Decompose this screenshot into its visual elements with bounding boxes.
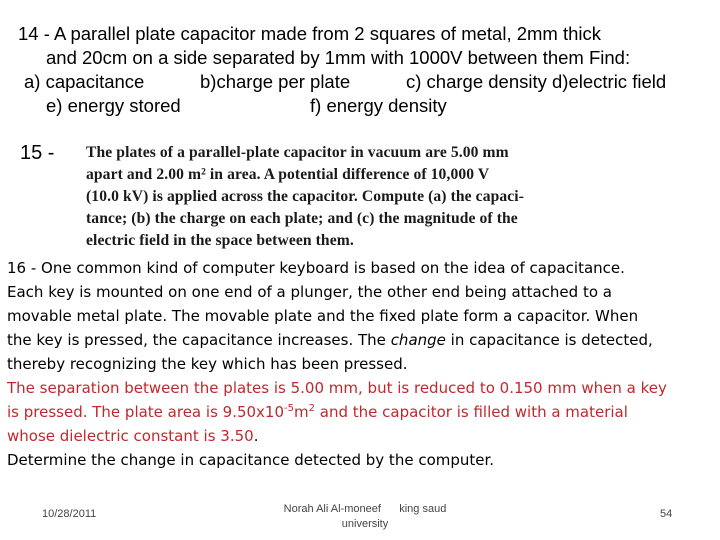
item-a: a) capacitance (24, 71, 145, 92)
exponent: -5 (284, 403, 294, 414)
problem-16-line: 16 - One common kind of computer keyboard is based on the idea of capacitance. (7, 259, 625, 277)
area-text: is pressed. The plate area is 9.50x10 (7, 403, 285, 421)
item-b: b)charge per plate (200, 71, 351, 92)
problem-14-items-row-2 (18, 94, 708, 118)
problem-14 (18, 22, 708, 118)
period: . (253, 427, 259, 445)
line-4-text: the key is pressed, the capacitance increases. The (7, 331, 391, 349)
problem-16-line: movable metal plate. The movable plate and the fixed plate form a capacitor. When (7, 307, 639, 325)
problem-16-line: Each key is mounted on one end of a plunger, the other end being attached to a (7, 283, 612, 301)
problem-16 (7, 256, 717, 472)
problem-14-line-1: 14 - A parallel plate capacitor made from 2 squares of metal, 2mm thick (18, 23, 602, 44)
problem-15-line: The plates of a parallel-plate capacitor in vacuum are 5.00 mm (86, 144, 509, 161)
dielectric-text: whose dielectric constant is 3.50 (7, 427, 254, 445)
footer-author (270, 502, 460, 532)
footer-date: 10/28/2011 (42, 508, 97, 520)
footer-author-line-1: Norah Ali Al-moneef king saud (283, 503, 447, 515)
problem-16-line: thereby recognizing the key which has been pressed. (7, 355, 408, 373)
item-cd: c) charge density d)electric field (406, 71, 667, 92)
footer-author-line-2: university (341, 518, 389, 530)
problem-16-red-line (7, 400, 717, 424)
problem-15-line: apart and 2.00 m² in area. A potential difference of 10,000 V (86, 166, 490, 183)
unit-m: m (294, 403, 309, 421)
problem-15-line: (10.0 kV) is applied across the capacitor. Compute (a) the capaci- (86, 188, 525, 205)
problem-15-line: electric field in the space between them. (86, 232, 354, 249)
problem-16-red-line (7, 424, 717, 448)
area-text-end: and the capacitor is filled with a material (315, 403, 628, 421)
line-4-text-end: in capacitance is detected, (445, 331, 653, 349)
item-e: e) energy stored (46, 95, 181, 116)
problem-15-label: 15 - (20, 142, 55, 164)
item-f: f) energy density (310, 95, 447, 116)
problem-16-red-line: The separation between the plates is 5.00 mm, but is reduced to 0.150 mm when a key (7, 379, 667, 397)
problem-16-question: Determine the change in capacitance detected by the computer. (7, 451, 495, 469)
problem-15-line: tance; (b) the charge on each plate; and (c) the magnitude of the (86, 210, 518, 227)
exponent-2: 2 (308, 403, 315, 414)
change-emphasis: change (390, 331, 446, 349)
problem-14-line-2: and 20cm on a side separated by 1mm with 1000V between them Find: (46, 47, 631, 68)
problem-15-scanned-text (86, 142, 616, 252)
problem-14-items-row-1 (18, 70, 708, 94)
page-number: 54 (660, 508, 673, 520)
problem-16-line (7, 328, 717, 352)
